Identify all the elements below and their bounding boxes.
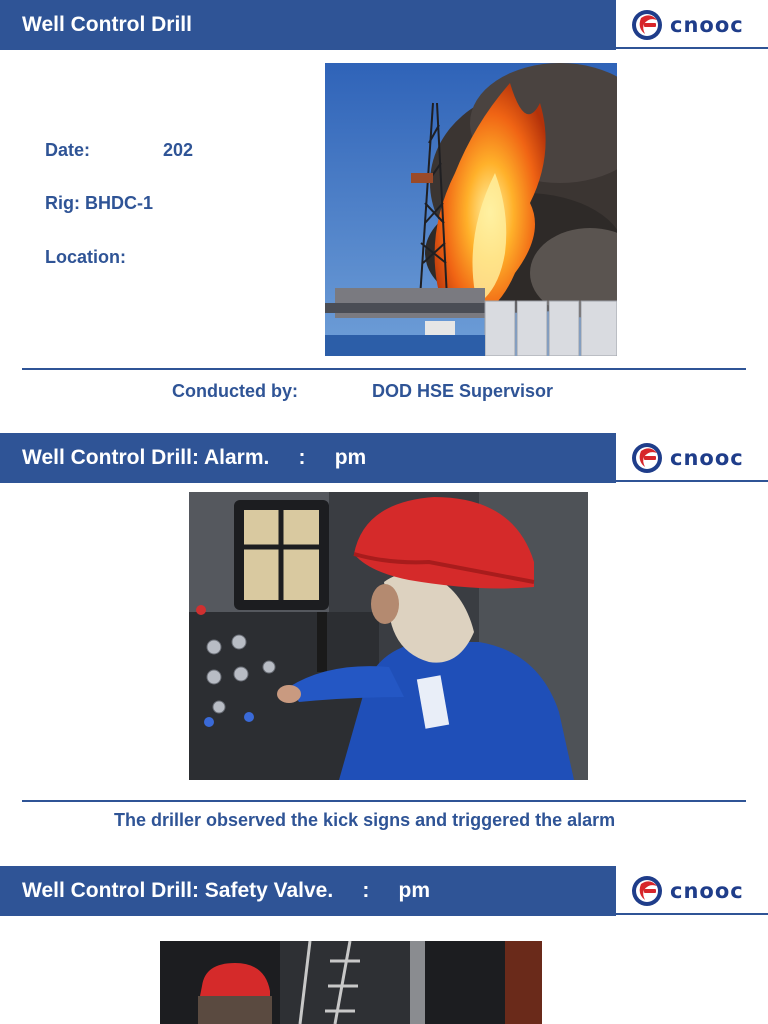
conducted-value: DOD HSE Supervisor xyxy=(372,381,554,401)
photo-caption: The driller observed the kick signs and triggered the alarm xyxy=(114,810,616,830)
slide-header xyxy=(0,866,768,916)
location-label: Location: xyxy=(45,247,126,267)
rig-fire-photo xyxy=(325,63,617,356)
slide-1 xyxy=(0,0,768,433)
date-label: Date: xyxy=(45,140,91,160)
driller-at-console-photo xyxy=(189,492,588,780)
rig-label: Rig: BHDC-1 xyxy=(45,193,153,213)
cnooc-logo xyxy=(630,8,760,42)
slide-3 xyxy=(0,866,768,1024)
date-value: 202 xyxy=(163,140,194,160)
slide-header xyxy=(0,433,768,483)
header-rule xyxy=(616,47,768,49)
cnooc-logo xyxy=(630,874,760,908)
header-rule xyxy=(616,480,768,482)
header-bar xyxy=(0,433,616,483)
cnooc-logo-icon xyxy=(630,874,664,908)
slide-title: Well Control Drill xyxy=(22,13,192,36)
cnooc-logo xyxy=(630,441,760,475)
slide-header xyxy=(0,0,768,50)
header-rule xyxy=(616,913,768,915)
conducted-label: Conducted by: xyxy=(172,381,298,401)
logo-text: cnooc xyxy=(670,879,744,903)
cnooc-logo-icon xyxy=(630,441,664,475)
divider xyxy=(22,368,746,370)
logo-text: cnooc xyxy=(670,13,744,37)
slide-2 xyxy=(0,433,768,866)
header-bar xyxy=(0,866,616,916)
worker-on-rig-floor-photo xyxy=(160,941,542,1024)
logo-text: cnooc xyxy=(670,446,744,470)
slide-title: Well Control Drill: Safety Valve. : pm xyxy=(22,879,431,902)
divider xyxy=(22,800,746,802)
cnooc-logo-icon xyxy=(630,8,664,42)
slide-title: Well Control Drill: Alarm. : pm xyxy=(22,446,367,469)
header-bar xyxy=(0,0,616,50)
